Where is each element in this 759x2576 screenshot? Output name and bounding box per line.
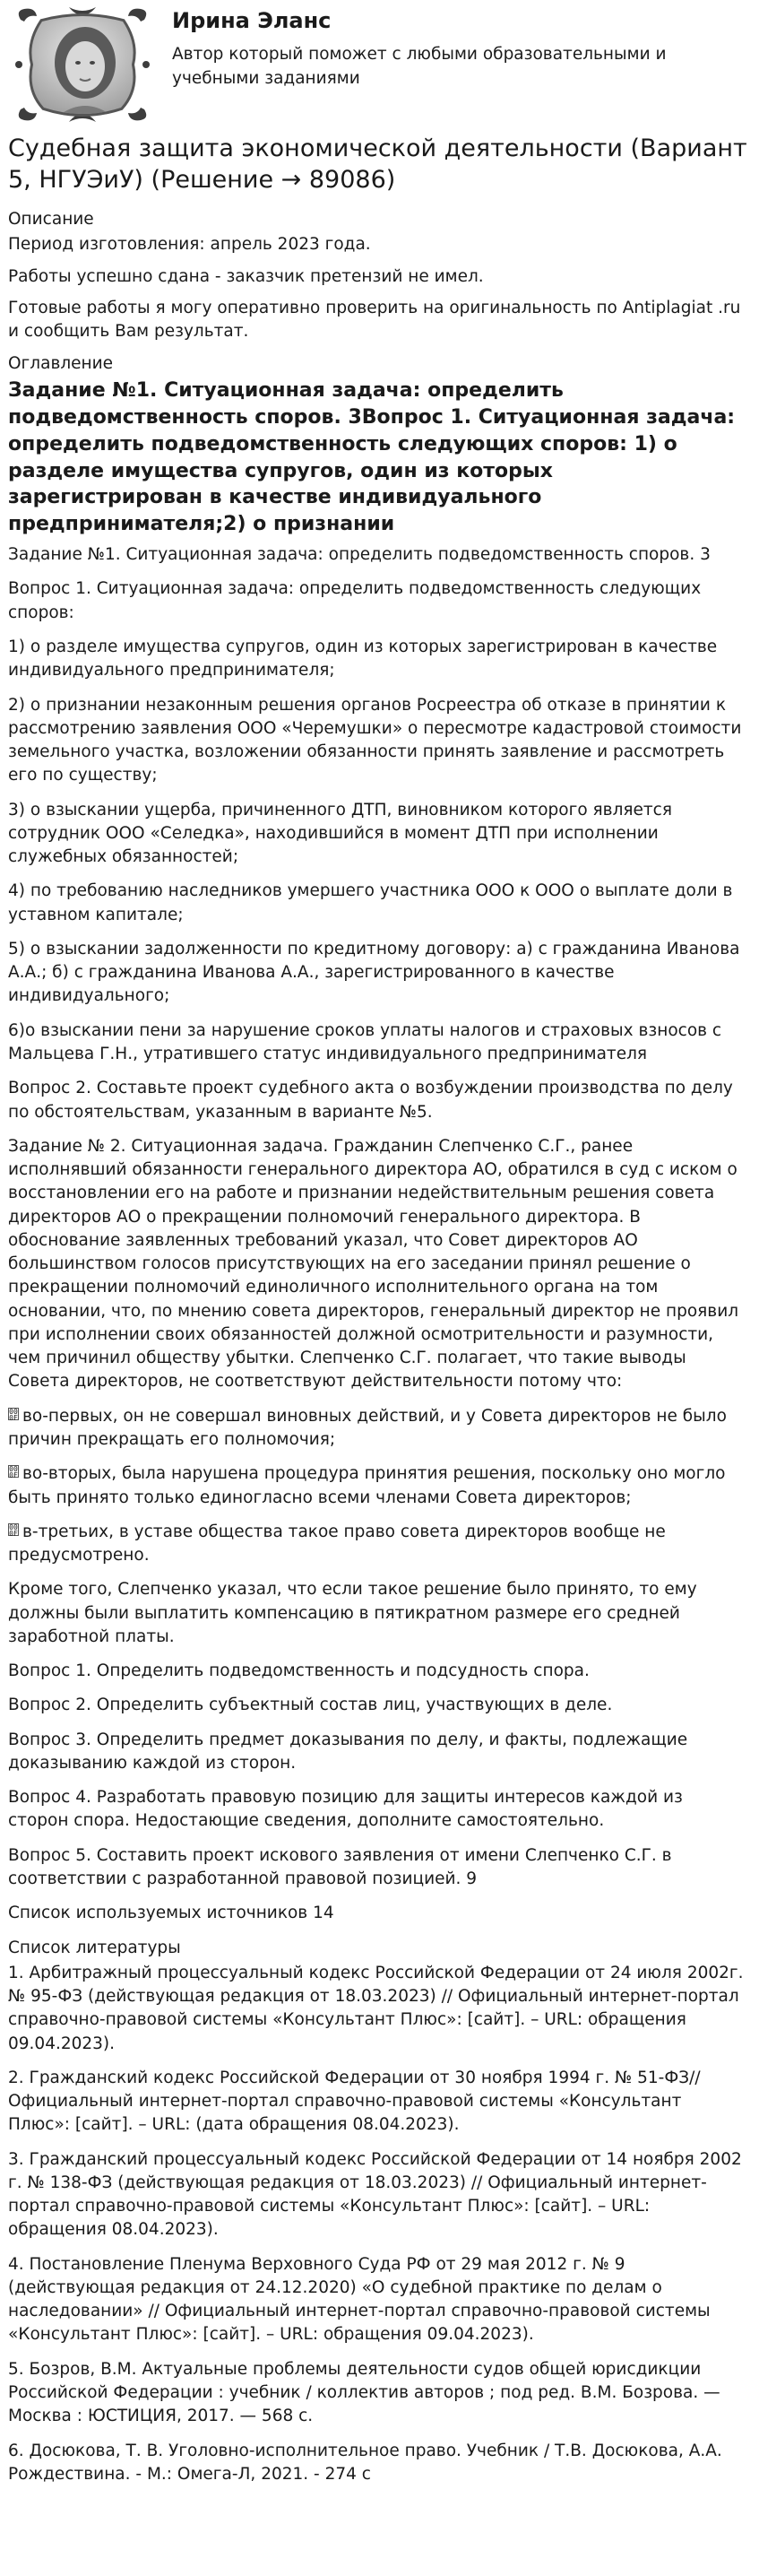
author-description: Автор который поможет с любыми образовательными и учебными заданиями — [172, 45, 667, 88]
period-text: Период изготовления: апрель 2023 года. — [8, 235, 371, 255]
work-title: Судебная защита экономической деятельности (Вариант 5, НГУЭиУ) (Решение → 89086) — [8, 134, 747, 195]
author-card — [8, 0, 748, 126]
bullet-item — [8, 1462, 748, 1510]
originality-text: Готовые работы я могу оперативно проверить на оригинальность по Antiplagiat .ru и сообщить Вам результат. — [8, 298, 741, 342]
toc-paragraph: 6)о взыскании пени за нарушение сроков уплаты налогов и страховых взносов с Мальцева Г.Н., утратившего статус индивидуального предпринимателя — [8, 1020, 722, 1063]
toc-paragraph: Список используемых источников 14 — [8, 1904, 334, 1923]
toc-paragraph: Вопрос 3. Определить предмет доказывания по делу, и факты, подлежащие доказыванию каждой из сторон. — [8, 1730, 688, 1773]
toc-paragraph: Вопрос 1. Ситуационная задача: определить подведомственность следующих споров: — [8, 579, 702, 622]
reference-item: 1. Арбитражный процессуальный кодекс Российской Федерации от 24 июля 2002г. № 95-ФЗ (действующая редакция от 18.03.2023) // Официальный интернет-портал справочно-правовой системы «Консультант Плюс»: [сайт]. – URL: обращения 09.04.2023). — [8, 1963, 744, 2053]
missing-glyph-icon: 00 0F — [9, 1407, 18, 1422]
author-name[interactable]: Ирина Эланс — [172, 8, 332, 33]
toc-label: Оглавление — [8, 353, 114, 373]
toc-paragraph: 3) о взыскании ущерба, причиненного ДТП, виновником которого является сотрудник ООО «Селедка», находившийся в момент ДТП при исполнении служебных обязанностей; — [8, 800, 672, 867]
bullet-text: во-первых, он не совершал виновных действий, и у Совета директоров не было причин прекращать его полномочия; — [8, 1406, 727, 1449]
missing-glyph-icon: 00 0F — [9, 1465, 18, 1480]
reference-item: 3. Гражданский процессуальный кодекс Российской Федерации от 14 ноября 2002 г. № 138-ФЗ (действующая редакция от 18.03.2023) // Официальный интернет-портал справочно-правовой системы «Консультант Плюс»: [сайт]. – URL: обращения 08.04.2023). — [8, 2149, 742, 2240]
bullet-text: во-вторых, была нарушена процедура принятия решения, поскольку оно могло быть принято только единогласно всеми членами Совета директоров; — [8, 1464, 726, 1507]
toc-paragraph: Вопрос 1. Определить подведомственность и подсудность спора. — [8, 1661, 590, 1681]
toc-paragraph: 4) по требованию наследников умершего участника ООО к ООО о выплате доли в уставном капитале; — [8, 881, 733, 924]
toc-paragraph: Вопрос 5. Составить проект искового заявления от имени Слепченко С.Г. в соответствии с разработанной правовой позицией. 9 — [8, 1845, 672, 1888]
bullet-item — [8, 1405, 748, 1453]
reference-item: 5. Бозров, В.М. Актуальные проблемы деятельности судов общей юрисдикции Российской Федерации : учебник / коллектив авторов ; под ред. В.М. Бозрова. — Москва : ЮСТИЦИЯ, 2017. — 568 с. — [8, 2359, 720, 2426]
toc-paragraph: 1) о разделе имущества супругов, один из которых зарегистрирован в качестве индивидуального предпринимателя; — [8, 637, 718, 681]
bullet-item — [8, 1521, 748, 1568]
references-label: Список литературы — [8, 1938, 181, 1957]
bullet-text: в-третьих, в уставе общества такое право совета директоров вообще не предусмотрено. — [8, 1522, 666, 1566]
toc-paragraph: Задание № 2. Ситуационная задача. Гражданин Слепченко С.Г., ранее исполнявший обязанности генерального директора АО, обратился в суд с иском о восстановлении его на работе и признании недействительным решения совета директоров АО о прекращении полномочий генерального директора. В обоснование заявленных требований указал, что Совет директоров АО большинством голосов присутствующих на его заседании принял решение о прекращении полномочий единоличного исполнительного органа на том основании, что, по мнению совета директоров, генеральный директор не проявил при исполнении своих обязанностей должной осмотрительности и разумности, чем причинил обществу убытки. Слепченко С.Г. полагает, что такие выводы Совета директоров, не соответствуют действительности потому что: — [8, 1136, 739, 1392]
toc-paragraph: Вопрос 4. Разработать правовую позицию для защиты интересов каждой из сторон спора. Недостающие сведения, дополните самостоятельно. — [8, 1788, 683, 1831]
description-label: Описание — [8, 210, 94, 230]
author-avatar-icon[interactable] — [15, 7, 150, 122]
toc-paragraph: Вопрос 2. Определить субъектный состав лиц, участвующих в деле. — [8, 1696, 613, 1715]
delivered-text: Работы успешно сдана - заказчик претензий не имел. — [8, 266, 484, 286]
toc-paragraph: Вопрос 2. Составьте проект судебного акта о возбуждении производства по делу по обстоятельствам, указанным в варианте №5. — [8, 1079, 733, 1122]
toc-heading: Задание №1. Ситуационная задача: определить подведомственность споров. 3Вопрос 1. Ситуационная задача: определить подведомственность следующих споров: 1) о разделе имущества супругов, один из которых зарегистрирован в качестве индивидуального предпринимателя;2) о признании — [8, 378, 736, 536]
toc-paragraph: 2) о признании незаконным решения органов Росреестра об отказе в принятии к рассмотрению заявления ООО «Черемушки» о пересмотре кадастровой стоимости земельного участка, возложении обязанности принять заявление и рассмотреть его по существу; — [8, 695, 742, 785]
avatar-frame-graphic — [15, 7, 150, 122]
toc-paragraph: 5) о взыскании задолженности по кредитному договору: а) с гражданина Иванова А.А.; б) с гражданина Иванова А.А., зарегистрированного в качестве индивидуального; — [8, 939, 740, 1006]
toc-paragraph: Кроме того, Слепченко указал, что если такое решение было принято, то ему должны были выплатить компенсацию в пятикратном размере его средней заработной платы. — [8, 1580, 697, 1646]
reference-item: 6. Досюкова, Т. В. Уголовно-исполнительное право. Учебник / Т.В. Досюкова, А.А. Рождествина. - М.: Омега-Л, 2021. - 274 с — [8, 2441, 722, 2484]
missing-glyph-icon: 00 0F — [9, 1522, 18, 1538]
reference-item: 2. Гражданский кодекс Российской Федерации от 30 ноября 1994 г. № 51-ФЗ// Официальный интернет-портал справочно-правовой системы «Консультант Плюс»: [сайт]. – URL: (дата обращения 08.04.2023). — [8, 2068, 701, 2135]
reference-item: 4. Постановление Пленума Верховного Суда РФ от 29 мая 2012 г. № 9 (действующая редакция от 24.12.2020) «О судебной практике по делам о наследовании» // Официальный интернет-портал справочно-правовой системы «Консультант Плюс»: [сайт]. – URL: обращения 09.04.2023). — [8, 2254, 711, 2345]
toc-paragraph: Задание №1. Ситуационная задача: определить подведомственность споров. 3 — [8, 545, 711, 565]
